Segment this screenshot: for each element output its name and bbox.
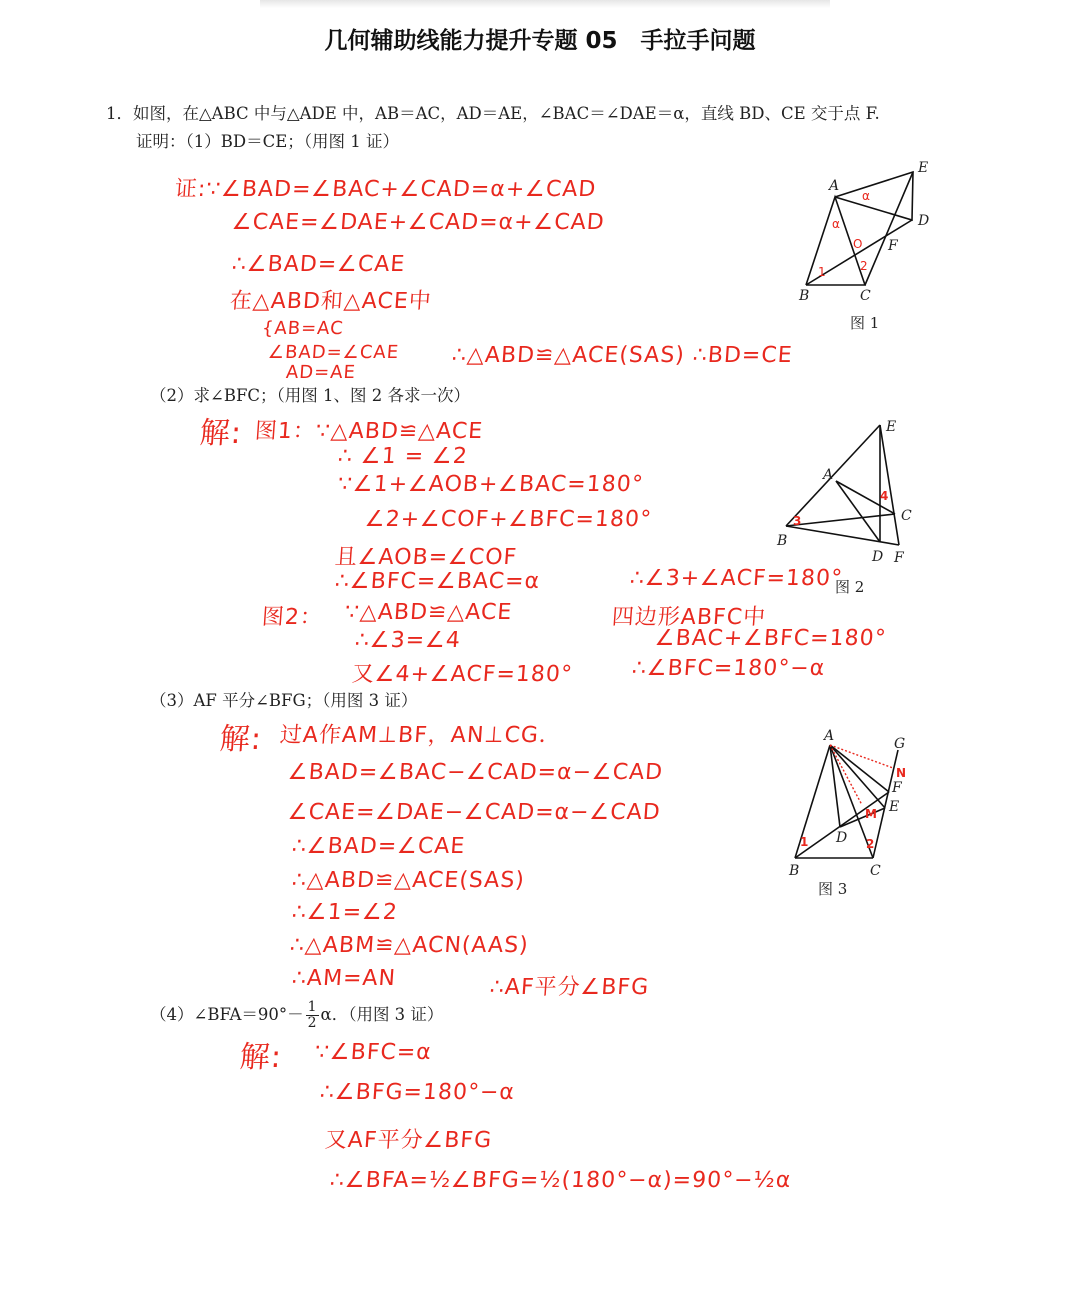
hw-line: ∴ ∠1 = ∠2 bbox=[337, 444, 469, 469]
hw-line: 图1：∵△ABD≌△ACE bbox=[253, 419, 485, 444]
hw-line: ∴∠BAD=∠CAE bbox=[291, 834, 467, 859]
numerator: 1 bbox=[307, 999, 317, 1015]
hw-line: 过A作AM⊥BF，AN⊥CG． bbox=[278, 723, 563, 748]
svg-text:G: G bbox=[894, 736, 906, 752]
figure-2-caption: 图 2 bbox=[835, 578, 865, 596]
svg-text:M: M bbox=[865, 807, 877, 821]
figure-2 bbox=[786, 425, 899, 545]
svg-text:A: A bbox=[823, 467, 834, 483]
question-1: 证明：（1）BD＝CE；（用图 1 证） bbox=[136, 132, 400, 151]
svg-text:C: C bbox=[860, 288, 871, 304]
svg-text:B: B bbox=[789, 863, 800, 879]
svg-text:E: E bbox=[889, 799, 900, 815]
svg-text:C: C bbox=[901, 508, 912, 524]
hw-line: ∠CAE=∠DAE−∠CAD=α−∠CAD bbox=[287, 800, 662, 825]
hw-line: ∠BAD=∠CAE bbox=[267, 342, 400, 363]
hw-line: ∴∠BFG=180°−α bbox=[319, 1080, 516, 1105]
svg-text:N: N bbox=[896, 766, 907, 780]
problem-statement: 1．如图，在△ABC 中与△ADE 中，AB＝AC，AD＝AE，∠BAC＝∠DAE＝α，直线 BD、CE 交于点 F. bbox=[106, 104, 880, 123]
hw-line: ∴△ABD≌△ACE(SAS) bbox=[291, 868, 526, 893]
svg-text:O: O bbox=[853, 237, 863, 251]
hw-line: ∴∠BAD=∠CAE bbox=[231, 252, 407, 277]
hw-line: 四边形ABFC中 bbox=[610, 605, 767, 630]
svg-text:A: A bbox=[824, 728, 835, 744]
svg-text:A: A bbox=[829, 178, 840, 194]
hw-line: ∴AM=AN bbox=[291, 966, 397, 991]
svg-text:F: F bbox=[888, 238, 898, 254]
hw-line: 解: bbox=[238, 1040, 284, 1075]
svg-text:3: 3 bbox=[793, 514, 802, 528]
hw-line: ∴AF平分∠BFG bbox=[488, 975, 650, 1000]
figure-1-caption: 图 1 bbox=[850, 314, 880, 332]
svg-text:F: F bbox=[892, 780, 902, 796]
svg-text:4: 4 bbox=[880, 489, 889, 503]
hw-line: 图2： bbox=[260, 605, 324, 630]
hw-line: {AB=AC bbox=[261, 318, 345, 339]
svg-text:C: C bbox=[870, 863, 881, 879]
svg-text:D: D bbox=[836, 830, 848, 846]
hw-line: 又AF平分∠BFG bbox=[323, 1128, 493, 1153]
hw-line: ∴△ABM≌△ACN(AAS) bbox=[289, 933, 530, 958]
hw-line: ∵△ABD≌△ACE bbox=[344, 600, 514, 625]
svg-text:E: E bbox=[886, 419, 897, 435]
question-2: （2）求∠BFC；（用图 1、图 2 各求一次） bbox=[150, 386, 471, 405]
svg-text:α: α bbox=[862, 189, 870, 203]
hw-line: AD=AE bbox=[285, 362, 357, 383]
svg-text:B: B bbox=[799, 288, 810, 304]
svg-text:F: F bbox=[894, 550, 904, 566]
hw-line: 且∠AOB=∠COF bbox=[333, 545, 519, 570]
svg-text:D: D bbox=[918, 213, 930, 229]
hw-line: ∴∠BFC=180°−α bbox=[631, 656, 827, 681]
figure-3-caption: 图 3 bbox=[818, 880, 848, 898]
svg-text:1: 1 bbox=[800, 835, 809, 849]
hw-line: ∠CAE=∠DAE+∠CAD=α+∠CAD bbox=[231, 210, 606, 235]
svg-text:2: 2 bbox=[866, 837, 875, 851]
hw-line: 解: bbox=[218, 722, 264, 757]
hw-line: ∴∠1=∠2 bbox=[291, 900, 399, 925]
svg-text:E: E bbox=[918, 160, 929, 176]
hw-line: ∴△ABD≌△ACE(SAS) ∴BD=CE bbox=[451, 343, 794, 368]
hw-line: ∴∠BFC=∠BAC=α bbox=[334, 569, 541, 594]
hw-line: 证:∵∠BAD=∠BAC+∠CAD=α+∠CAD bbox=[173, 177, 598, 202]
svg-text:1: 1 bbox=[818, 265, 826, 279]
question-4-suffix: α．（用图 3 证） bbox=[320, 1005, 444, 1024]
hw-line: 在△ABD和△ACE中 bbox=[228, 289, 433, 314]
hw-line: ∠BAC+∠BFC=180° bbox=[654, 626, 888, 651]
question-3: （3）AF 平分∠BFG；（用图 3 证） bbox=[150, 691, 418, 710]
denominator: 2 bbox=[307, 1015, 317, 1031]
svg-text:2: 2 bbox=[860, 259, 868, 273]
hw-line: ∴∠3+∠ACF=180° bbox=[629, 566, 844, 591]
hw-line: ∴∠BFA=½∠BFG=½(180°−α)=90°−½α bbox=[329, 1168, 793, 1193]
svg-text:B: B bbox=[777, 533, 788, 549]
question-4-prefix: （4）∠BFA＝90°－ bbox=[150, 1005, 304, 1024]
hw-line: ∠2+∠COF+∠BFC=180° bbox=[364, 507, 653, 532]
hw-line: ∴∠3=∠4 bbox=[354, 628, 462, 653]
svg-text:α: α bbox=[832, 217, 840, 231]
hw-line: 解: bbox=[198, 416, 244, 451]
page-title: 几何辅助线能力提升专题 05 手拉手问题 bbox=[324, 28, 756, 54]
svg-text:D: D bbox=[872, 549, 884, 565]
hw-line: ∵∠BFC=α bbox=[314, 1040, 433, 1065]
hw-line: ∵∠1+∠AOB+∠BAC=180° bbox=[337, 472, 645, 497]
hw-line: ∠BAD=∠BAC−∠CAD=α−∠CAD bbox=[287, 760, 664, 785]
hw-line: 又∠4+∠ACF=180° bbox=[350, 662, 574, 687]
